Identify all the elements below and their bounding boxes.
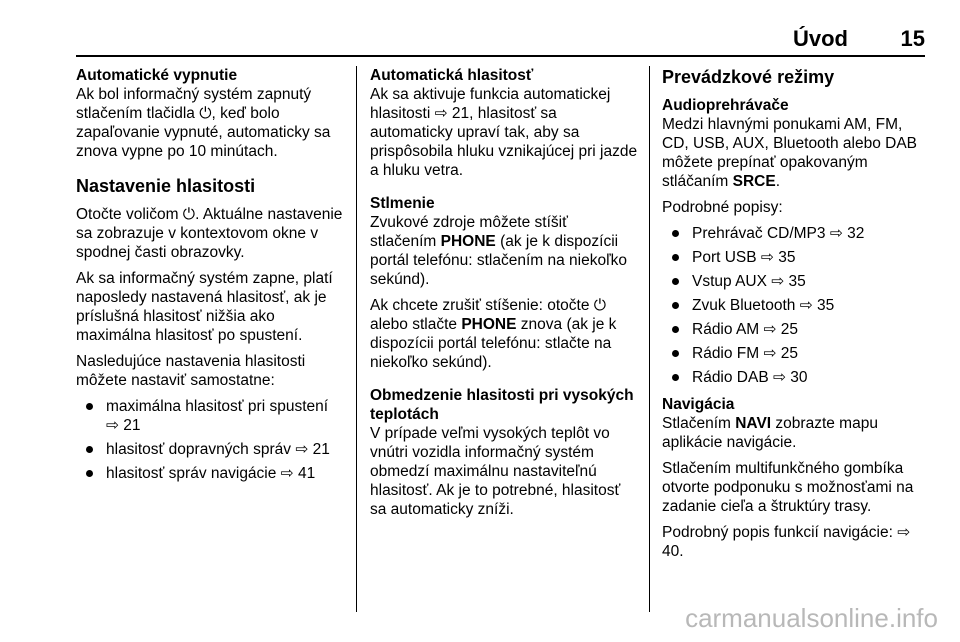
- column-3: [662, 66, 927, 568]
- paragraph: Stlačením NAVI zobrazte mapu aplikácie navigácie.: [662, 415, 878, 451]
- list-item: Vstup AUX ⇨ 35: [662, 272, 927, 291]
- section-heading: Audioprehrávače: [662, 97, 789, 114]
- srce-key: SRCE: [732, 173, 776, 190]
- section-heading: Navigácia: [662, 396, 735, 413]
- page-header: [0, 0, 960, 58]
- section-mute: [370, 194, 638, 372]
- section-heading: Automatické vypnutie: [76, 67, 238, 84]
- page-number: 15: [900, 26, 925, 51]
- paragraph: Medzi hlavnými ponukami AM, FM, CD, USB, AUX, Bluetooth alebo DAB môžete prepínať opakovaným stláčaním SRCE.: [662, 116, 918, 190]
- paragraph: Otočte voličom ⏻. Aktuálne nastavenie sa zobrazuje v kontextovom okne v spodnej časti obrazovky.: [76, 206, 343, 261]
- paragraph: Podrobné popisy:: [662, 199, 783, 216]
- bullet-list: [662, 224, 927, 387]
- list-item: hlasitosť správ navigácie ⇨ 41: [76, 464, 344, 483]
- bullet-list: [76, 397, 344, 483]
- column-2: [370, 66, 638, 533]
- paragraph: Ak bol informačný systém zapnutý stlačením tlačidla ⏻, keď bolo zapaľovanie vypnuté, automaticky sa znova vypne po 10 minútach.: [76, 86, 331, 160]
- list-item: maximálna hlasitosť pri spustení ⇨ 21: [76, 397, 344, 435]
- column-divider-2: [649, 66, 650, 612]
- list-item: Port USB ⇨ 35: [662, 248, 927, 267]
- paragraph: Zvukové zdroje môžete stíšiť stlačením PHONE (ak je k dispozícii portál telefónu: stlačením na niekoľko sekúnd).: [370, 214, 627, 288]
- watermark: carmanualsonline.info: [685, 603, 938, 633]
- paragraph: Ak chcete zrušiť stíšenie: otočte ⏻ alebo stlačte PHONE znova (ak je k dispozícii portál telefónu: stlačte na niekoľko sekúnd).: [370, 297, 617, 371]
- paragraph: V prípade veľmi vysokých teplôt vo vnútri vozidla informačný systém obmedzí maximálnu nastaviteľnú hlasitosť. Ak je to potrebné, hlasitosť sa automaticky zníži.: [370, 425, 621, 518]
- paragraph: Stlačením multifunkčného gombíka otvorte podponuku s možnosťami na zadanie cieľa a štruktúry trasy.: [662, 460, 914, 515]
- paragraph: Ak sa informačný systém zapne, platí naposledy nastavená hlasitosť, ak je príslušná hlasitosť nižšia ako maximálna hlasitosť po spustení.: [76, 270, 333, 344]
- column-1: [76, 66, 344, 491]
- list-item: hlasitosť dopravných správ ⇨ 21: [76, 440, 344, 459]
- section-title: Prevádzkové režimy: [662, 67, 835, 87]
- column-divider-1: [356, 66, 357, 612]
- paragraph: Nasledujúce nastavenia hlasitosti môžete nastaviť samostatne:: [76, 353, 306, 389]
- section-heading: Automatická hlasitosť: [370, 67, 534, 84]
- phone-key: PHONE: [440, 233, 496, 250]
- section-auto-off: [76, 66, 344, 161]
- section-heading: Stlmenie: [370, 195, 435, 212]
- section-auto-volume: [370, 66, 638, 180]
- phone-key: PHONE: [461, 316, 517, 333]
- list-item: Rádio DAB ⇨ 30: [662, 368, 927, 387]
- paragraph: Podrobný popis funkcií navigácie: ⇨ 40.: [662, 524, 911, 560]
- section-title: Nastavenie hlasitosti: [76, 176, 256, 196]
- list-item: Rádio AM ⇨ 25: [662, 320, 927, 339]
- paragraph: Ak sa aktivuje funkcia automatickej hlasitosti ⇨ 21, hlasitosť sa automaticky upraví tak, aby sa prispôsobila hluku vznikajúcej pri jazde a hluku vetra.: [370, 86, 638, 179]
- list-item: Rádio FM ⇨ 25: [662, 344, 927, 363]
- list-item: Zvuk Bluetooth ⇨ 35: [662, 296, 927, 315]
- section-heading: Obmedzenie hlasitosti pri vysokých teplotách: [370, 387, 634, 423]
- list-item: Prehrávač CD/MP3 ⇨ 32: [662, 224, 927, 243]
- navi-key: NAVI: [735, 415, 772, 432]
- header-rule: [76, 55, 925, 57]
- section-temperature-limit: [370, 386, 638, 519]
- page-title: Úvod: [793, 26, 848, 51]
